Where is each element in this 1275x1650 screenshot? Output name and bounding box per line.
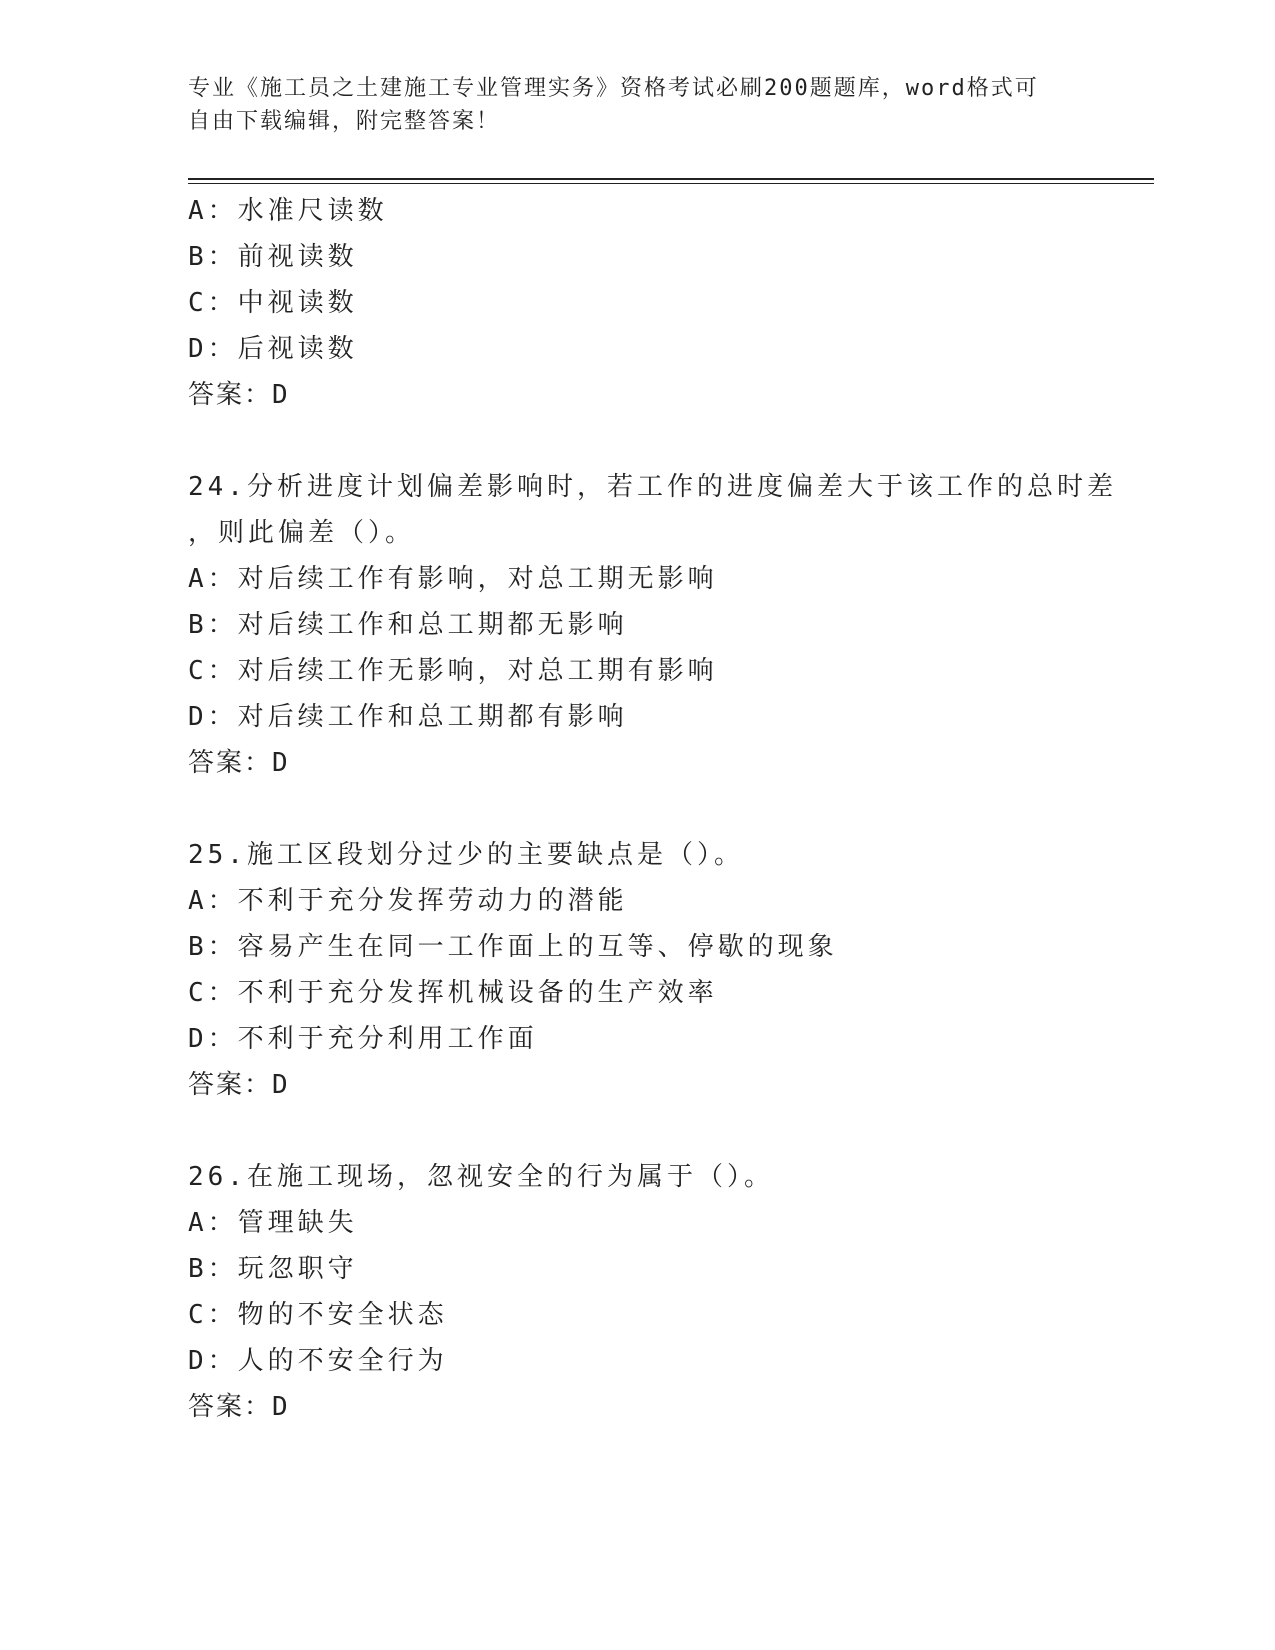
question-stem: 24.分析进度计划偏差影响时，若工作的进度偏差大于该工作的总时差 bbox=[188, 472, 1117, 502]
option-a: A：对后续工作有影响，对总工期无影响 bbox=[188, 564, 718, 594]
option-d: D：不利于充分利用工作面 bbox=[188, 1024, 538, 1054]
spacer bbox=[188, 418, 1088, 464]
option-a: A：不利于充分发挥劳动力的潜能 bbox=[188, 886, 628, 916]
answer-line bbox=[188, 1062, 1088, 1108]
answer-line bbox=[188, 740, 1088, 786]
answer-value: D bbox=[272, 1392, 288, 1422]
answer-line bbox=[188, 1384, 1088, 1430]
answer-value: D bbox=[272, 1070, 288, 1100]
document-header bbox=[188, 72, 1088, 138]
option-b: B：玩忽职守 bbox=[188, 1254, 358, 1284]
option-c: C：物的不安全状态 bbox=[188, 1300, 448, 1330]
header-rule-thin bbox=[188, 183, 1154, 184]
option-d: D：人的不安全行为 bbox=[188, 1346, 448, 1376]
question-25 bbox=[188, 832, 1088, 1108]
question-24 bbox=[188, 464, 1117, 786]
option-c: C：中视读数 bbox=[188, 288, 358, 318]
option-c: C：不利于充分发挥机械设备的生产效率 bbox=[188, 978, 718, 1008]
option-d: D：后视读数 bbox=[188, 334, 358, 364]
answer-label: 答案： bbox=[188, 1070, 273, 1100]
answer-label: 答案： bbox=[188, 380, 273, 410]
spacer bbox=[188, 1108, 1088, 1154]
answer-value: D bbox=[272, 748, 288, 778]
question-list bbox=[188, 188, 1117, 1430]
option-a: A：管理缺失 bbox=[188, 1208, 358, 1238]
answer-value: D bbox=[272, 380, 288, 410]
option-d: D：对后续工作和总工期都有影响 bbox=[188, 702, 628, 732]
question-stem: 26.在施工现场，忽视安全的行为属于（）。 bbox=[188, 1162, 774, 1192]
option-c: C：对后续工作无影响，对总工期有影响 bbox=[188, 656, 718, 686]
answer-line bbox=[188, 372, 1088, 418]
option-a: A：水准尺读数 bbox=[188, 196, 388, 226]
question-26 bbox=[188, 1154, 1088, 1430]
header-line-1: 专业《施工员之土建施工专业管理实务》资格考试必刷200题题库，word格式可 bbox=[188, 76, 1039, 101]
option-b: B：容易产生在同一工作面上的互等、停歇的现象 bbox=[188, 932, 838, 962]
question-23 bbox=[188, 188, 1088, 418]
question-stem: 25.施工区段划分过少的主要缺点是（）。 bbox=[188, 840, 744, 870]
option-b: B：对后续工作和总工期都无影响 bbox=[188, 610, 628, 640]
answer-label: 答案： bbox=[188, 748, 273, 778]
question-stem-continued: ，则此偏差（）。 bbox=[188, 518, 416, 548]
header-line-2: 自由下载编辑，附完整答案！ bbox=[188, 109, 501, 134]
answer-label: 答案： bbox=[188, 1392, 273, 1422]
spacer bbox=[188, 786, 1088, 832]
header-rule-thick bbox=[188, 178, 1154, 180]
option-b: B：前视读数 bbox=[188, 242, 358, 272]
